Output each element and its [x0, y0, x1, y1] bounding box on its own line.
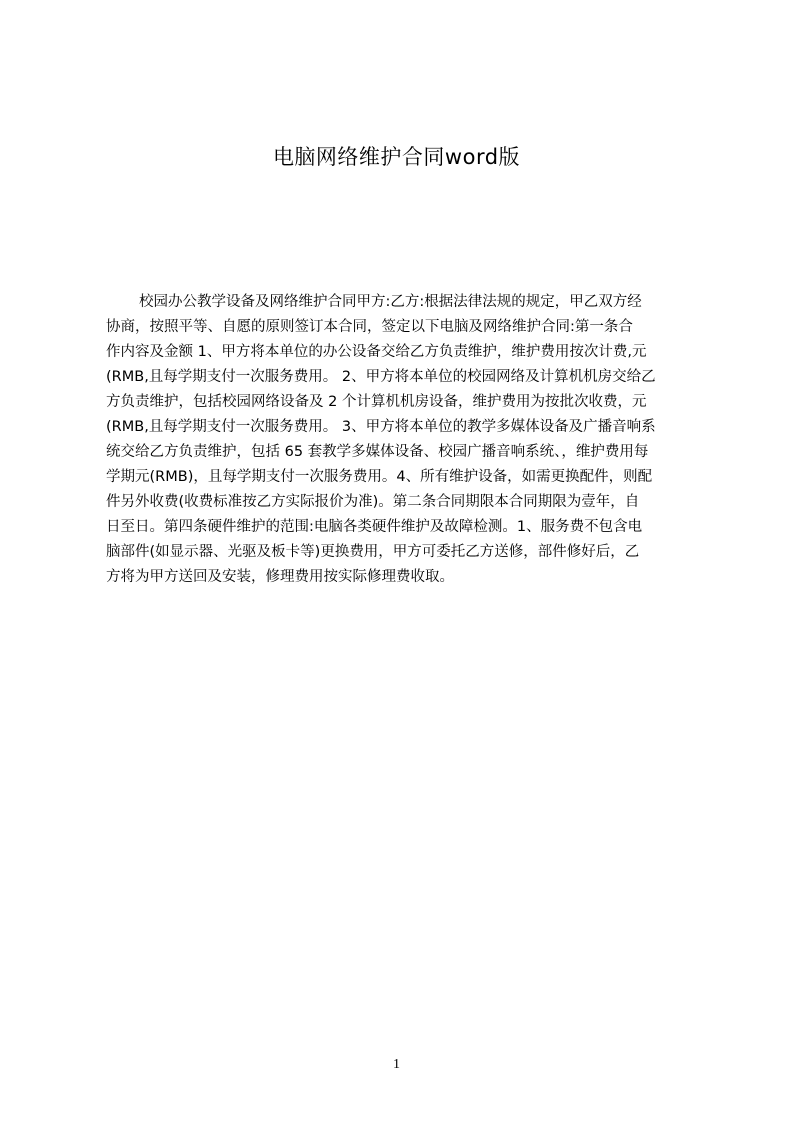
- body-line: 学期元(RMB)，且每学期支付一次服务费用。4、所有维护设备，如需更换配件，则配: [106, 469, 653, 485]
- body-line: 作内容及金额 1、甲方将本单位的办公设备交给乙方负责维护，维护费用按次计费,元: [106, 344, 647, 360]
- document-title: 电脑网络维护合同word版: [272, 145, 521, 169]
- body-line: 日至日。第四条硬件维护的范围:电脑各类硬件维护及故障检测。1、服务费不包含电: [106, 519, 643, 535]
- body-line: 方负责维护，包括校园网络设备及 2 个计算机机房设备，维护费用为按批次收费，元: [106, 394, 647, 410]
- body-line: 方将为甲方送回及安装，修理费用按实际修理费收取。: [106, 569, 454, 585]
- body-line: 协商，按照平等、自愿的原则签订本合同，签定以下电脑及网络维护合同:第一条合: [106, 319, 633, 335]
- page-number: 1: [393, 1057, 400, 1072]
- body-line: 校园办公教学设备及网络维护合同甲方:乙方:根据法律法规的规定，甲乙双方经: [139, 294, 642, 310]
- body-line: 脑部件(如显示器、光驱及板卡等)更换费用，甲方可委托乙方送修，部件修好后，乙: [106, 544, 640, 560]
- document-body: [106, 290, 699, 590]
- body-line: 统交给乙方负责维护，包括 65 套教学多媒体设备、校园广播音响系统、，维护费用每: [106, 444, 649, 460]
- body-line: (RMB,且每学期支付一次服务费用。 2、甲方将本单位的校园网络及计算机机房交给乙: [106, 369, 656, 385]
- body-line: (RMB,且每学期支付一次服务费用。 3、甲方将本单位的教学多媒体设备及广播音响系: [106, 419, 656, 435]
- body-line: 件另外收费(收费标准按乙方实际报价为准)。第二条合同期限本合同期限为壹年，自: [106, 494, 640, 510]
